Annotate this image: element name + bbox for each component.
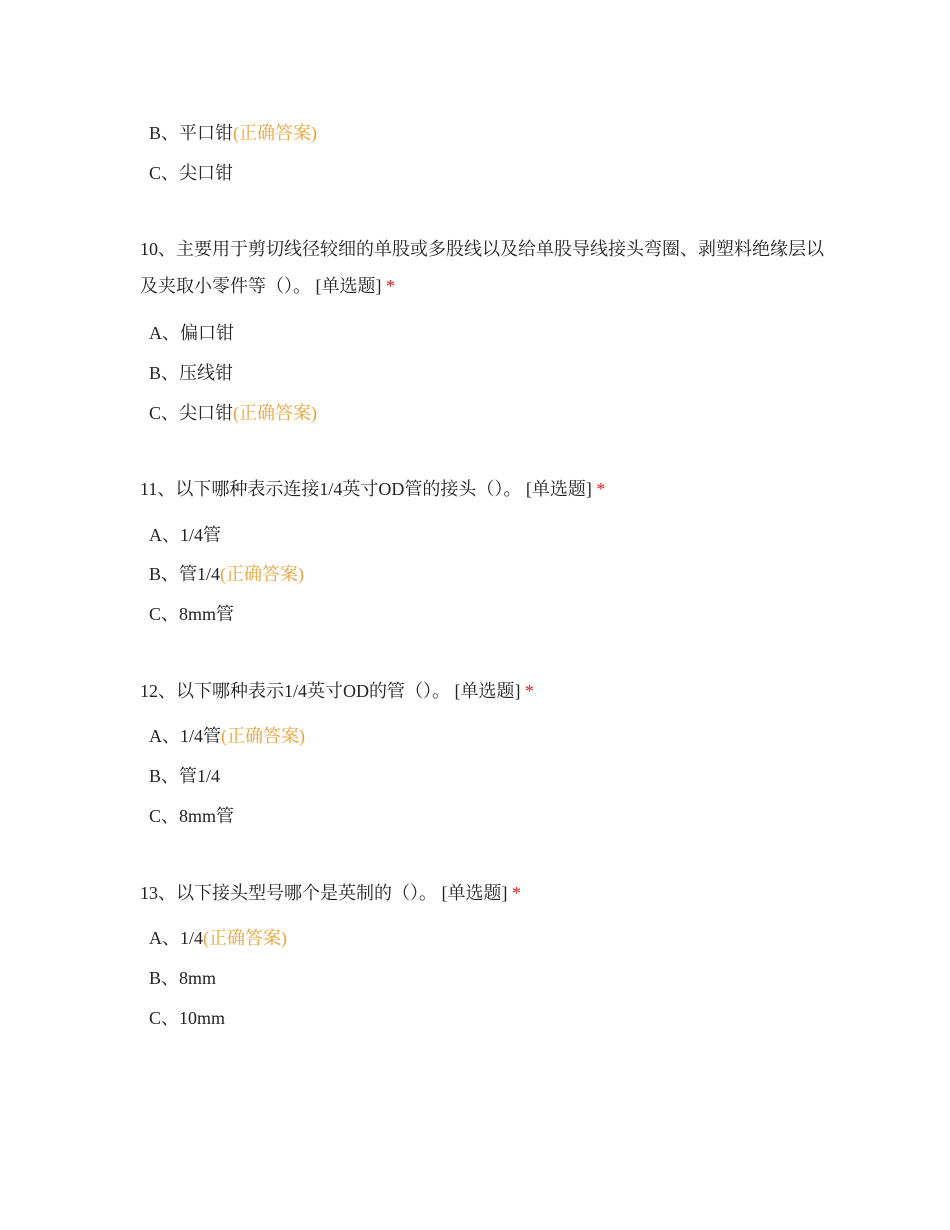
option-text: C、尖口钳 [149,403,234,423]
required-mark: * [525,681,534,701]
question-11-option-a [149,524,221,546]
option-text: A、1/4管 [149,525,221,545]
question-10-option-a [149,322,234,344]
question-text: 12、以下哪种表示1/4英寸OD的管（）。 [140,681,450,701]
question-10-title [140,231,830,305]
correct-answer-label: (正确答案) [220,564,305,584]
option-text: A、偏口钳 [149,323,234,343]
question-text: 11、以下哪种表示连接1/4英寸OD管的接头（）。 [140,479,522,499]
option-text: B、管1/4 [149,766,221,786]
correct-answer-label: (正确答案) [233,123,318,143]
option-text: B、压线钳 [149,363,234,383]
question-10-option-b [149,362,233,384]
option-text: B、平口钳 [149,123,234,143]
question-10-option-c [149,402,317,424]
correct-answer-label: (正确答案) [221,726,305,746]
question-12-option-b [149,765,220,787]
option-text: C、8mm管 [149,806,235,826]
option-text: B、8mm [149,968,217,988]
option-text: C、10mm [149,1008,226,1028]
option-text: A、1/4管 [149,726,221,746]
required-mark: * [596,479,606,499]
correct-answer-label: (正确答案) [203,928,287,948]
correct-answer-label: (正确答案) [233,403,318,423]
question-12-title [140,673,830,710]
question-type-tag: [单选题] [441,883,508,903]
required-mark: * [512,883,521,903]
question-11-option-c [149,603,234,625]
question-type-tag: [单选题] [315,276,382,296]
option-text: A、1/4 [149,928,203,948]
question-type-tag: [单选题] [454,681,521,701]
option-text: C、尖口钳 [149,163,234,183]
question-11-option-b [149,563,304,585]
question-13-option-c [149,1007,225,1029]
question-13-option-b [149,967,216,989]
option-text: C、8mm管 [149,604,235,624]
question-text: 13、以下接头型号哪个是英制的（）。 [140,883,437,903]
option-text: B、管1/4 [149,564,221,584]
option-prev-b [149,122,317,144]
question-12-option-a [149,725,305,747]
question-text: 10、主要用于剪切线径较细的单股或多股线以及给单股导线接头弯圈、剥塑料绝缘层以及夹取小零件等（）。 [140,239,824,296]
question-13-option-a [149,927,287,949]
question-13-title [140,875,830,912]
required-mark: * [386,276,395,296]
option-prev-c [149,162,233,184]
question-12-option-c [149,805,234,827]
question-type-tag: [单选题] [525,479,592,499]
question-11-title [140,471,830,508]
